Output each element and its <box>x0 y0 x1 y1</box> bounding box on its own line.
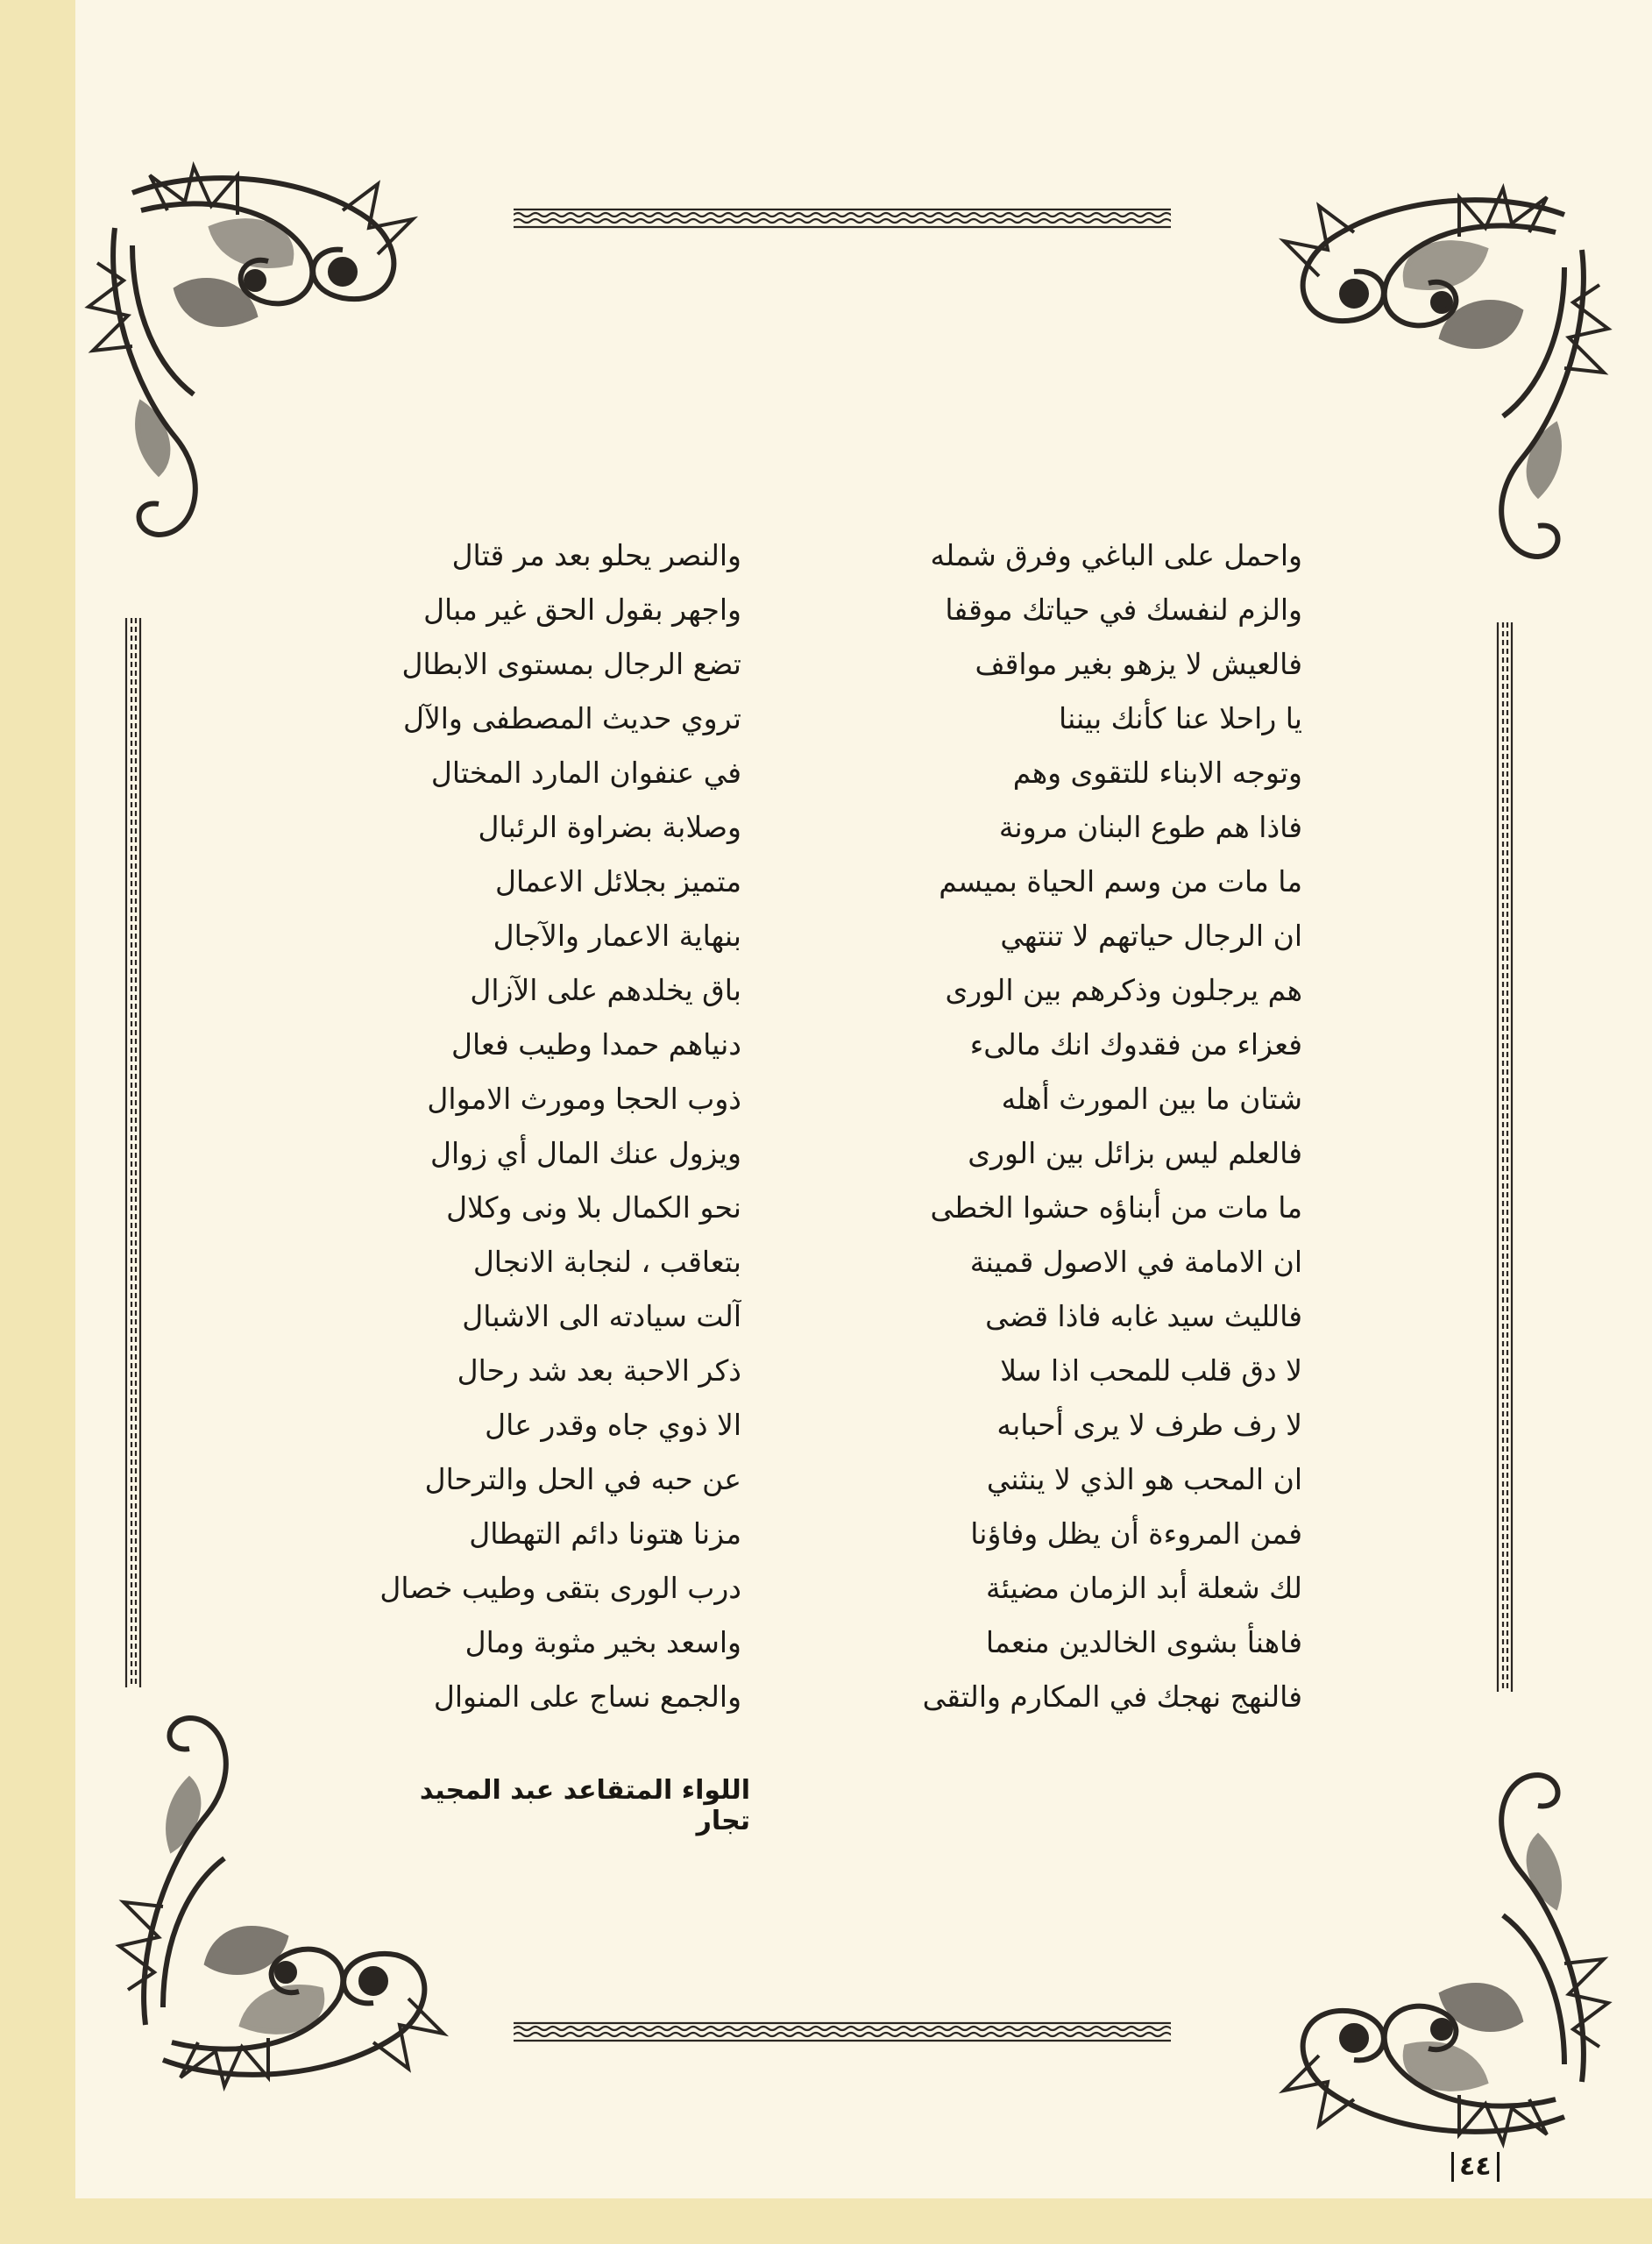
corner-ornament-bottom-left <box>110 1683 487 2095</box>
verse-line: ما مات من أبناؤه حشوا الخطى <box>930 1190 1302 1225</box>
verse-line: درب الورى بتقى وطيب خصال <box>379 1571 741 1605</box>
corner-ornament-bottom-right <box>1240 1740 1617 2152</box>
verse-line: فاهنأ بشوى الخالدين منعما <box>985 1625 1302 1659</box>
verse-line: عن حبه في الحل والترحال <box>424 1462 741 1496</box>
verse-line: بنهاية الاعمار والآجال <box>493 919 741 953</box>
verse-line: بتعاقب ، لنجابة الانجال <box>472 1245 741 1279</box>
verse-line: الا ذوي جاه وقدر عال <box>485 1408 741 1442</box>
verse-line: واحمل على الباغي وفرق شمله <box>930 538 1302 572</box>
verse-line: متميز بجلائل الاعمال <box>495 864 741 898</box>
verse-line: فالعيش لا يزهو بغير مواقف <box>975 647 1302 681</box>
verse-line: هم يرجلون وذكرهم بين الورى <box>945 973 1302 1007</box>
verse-line: ذوب الحجا ومورث الاموال <box>427 1082 741 1116</box>
verse-line: والزم لنفسك في حياتك موقفا <box>945 593 1302 627</box>
corner-ornament-top-left <box>80 158 457 570</box>
verse-line: والنصر يحلو بعد مر قتال <box>451 538 741 572</box>
acanthus-ornament-icon <box>80 158 457 570</box>
page-number: ٤٤ <box>1451 2152 1500 2182</box>
verse-line: آلت سيادته الى الاشبال <box>462 1299 741 1333</box>
verse-line: ان المحب هو الذي لا ينثني <box>986 1462 1302 1496</box>
verse-line: في عنفوان المارد المختال <box>430 756 741 790</box>
verse-line: ما مات من وسم الحياة بميسم <box>939 864 1302 898</box>
verse-line: ويزول عنك المال أي زوال <box>429 1136 741 1170</box>
border-rule-left <box>124 618 143 1687</box>
verse-line: لا دق قلب للمحب اذا سلا <box>1000 1353 1302 1388</box>
verse-line: وتوجه الابناء للتقوى وهم <box>1012 756 1302 790</box>
poem-column-first-hemistich <box>890 529 1302 1724</box>
verse-line: شتان ما بين المورث أهله <box>1001 1082 1302 1116</box>
author-signature: اللواء المتقاعد عبد المجيد تجار <box>419 1775 750 1836</box>
verse-line: ذكر الاحبة بعد شد رحال <box>457 1353 741 1388</box>
verse-line: واسعد بخير مثوبة ومال <box>464 1625 741 1659</box>
verse-line: مزنا هتونا دائم التهطال <box>469 1516 741 1551</box>
verse-line: وصلابة بضراوة الرئبال <box>478 810 741 844</box>
verse-line: تروي حديث المصطفى والآل <box>402 701 741 735</box>
border-rule-right <box>1495 622 1514 1692</box>
poem-column-second-hemistich <box>321 529 741 1724</box>
acanthus-ornament-icon <box>110 1683 487 2095</box>
verse-line: فالليث سيد غابه فاذا قضى <box>985 1299 1302 1333</box>
verse-line: فالنهج نهجك في المكارم والتقى <box>922 1679 1302 1714</box>
verse-line: لا رف طرف لا يرى أحبابه <box>996 1408 1302 1442</box>
verse-line: فالعلم ليس بزائل بين الورى <box>968 1136 1302 1170</box>
verse-line: ان الامامة في الاصول قمينة <box>969 1245 1302 1279</box>
verse-line: نحو الكمال بلا ونى وكلال <box>446 1190 741 1225</box>
verse-line: فمن المروءة أن يظل وفاؤنا <box>970 1516 1302 1551</box>
verse-line: واجهر بقول الحق غير مبال <box>423 593 741 627</box>
verse-line: باق يخلدهم على الآزال <box>470 973 741 1007</box>
verse-line: لك شعلة أبد الزمان مضيئة <box>986 1571 1302 1605</box>
verse-line: فاذا هم طوع البنان مرونة <box>998 810 1302 844</box>
verse-line: والجمع نساج على المنوال <box>433 1679 741 1714</box>
border-rule-bottom <box>514 2020 1171 2043</box>
verse-line: ان الرجال حياتهم لا تنتهي <box>1000 919 1302 953</box>
verse-line: يا راحلا عنا كأنك بيننا <box>1059 701 1302 735</box>
border-rule-top <box>514 207 1171 230</box>
verse-line: دنياهم حمدا وطيب فعال <box>451 1027 741 1062</box>
verse-line: تضع الرجال بمستوى الابطال <box>401 647 741 681</box>
page-sheet <box>75 0 1652 2198</box>
verse-line: فعزاء من فقدوك انك مالىء <box>969 1027 1302 1062</box>
acanthus-ornament-icon <box>1240 1740 1617 2152</box>
